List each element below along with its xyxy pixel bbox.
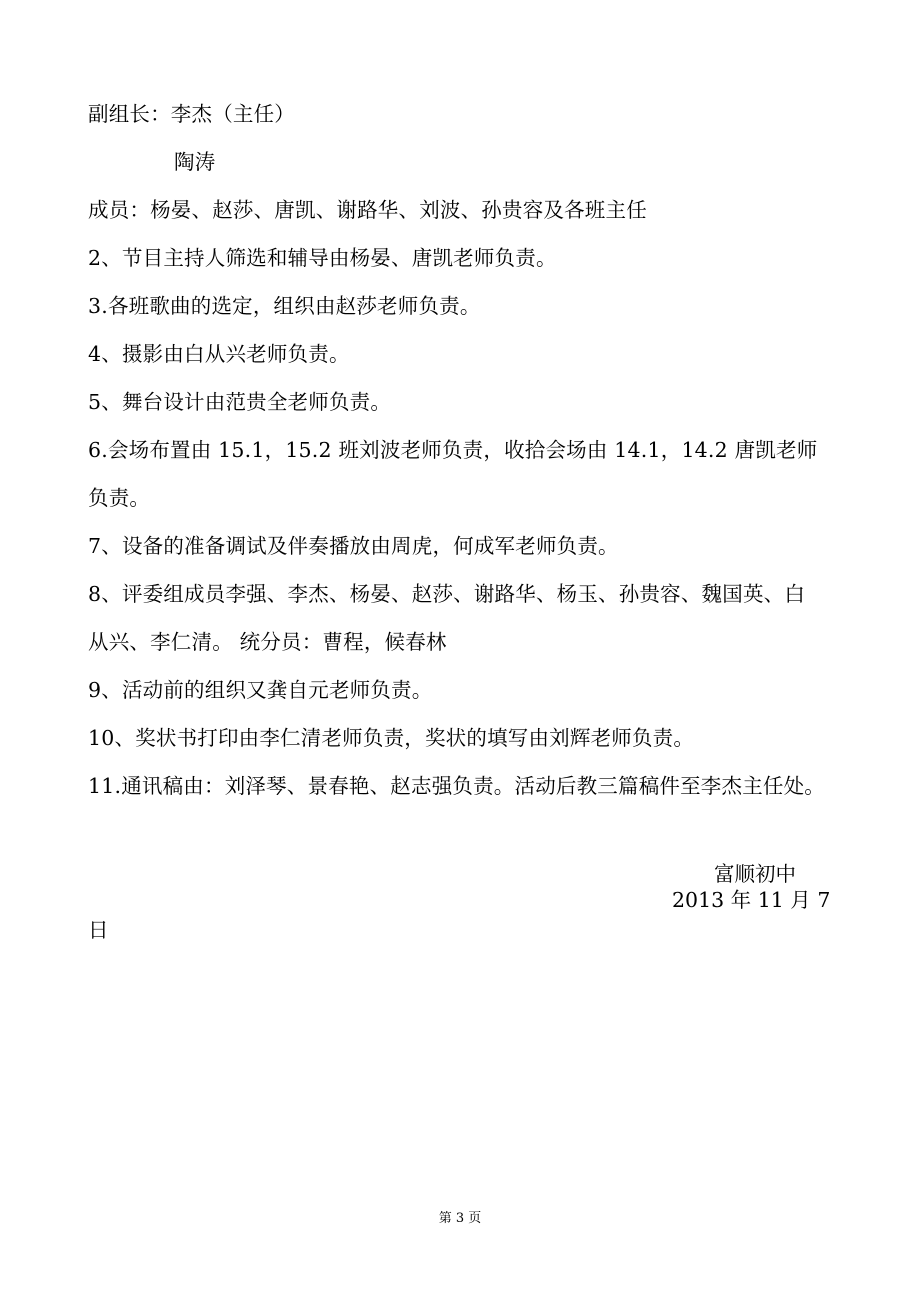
signature-date: 2013 年 11 月 7 xyxy=(672,888,831,912)
item-11: 11.通讯稿由：刘泽琴、景春艳、赵志强负责。活动后教三篇稿件至李杰主任处。 xyxy=(88,774,825,798)
signature-date-day: 日 xyxy=(88,918,109,942)
item-6-continuation: 负责。 xyxy=(88,486,151,510)
item-4: 4、摄影由白从兴老师负责。 xyxy=(88,342,350,366)
item-8-continuation: 从兴、李仁清。 统分员：曹程，候春林 xyxy=(88,630,447,654)
signature-school: 富顺初中 xyxy=(714,862,796,886)
item-5: 5、舞台设计由范贵全老师负责。 xyxy=(88,390,392,414)
item-7: 7、设备的准备调试及伴奏播放由周虎，何成军老师负责。 xyxy=(88,534,619,558)
deputy-leader-continuation: 陶涛 xyxy=(174,150,216,174)
item-3: 3.各班歌曲的选定，组织由赵莎老师负责。 xyxy=(88,294,481,318)
page-number: 第 3 页 xyxy=(438,1211,482,1226)
item-8: 8、评委组成员李强、李杰、杨晏、赵莎、谢路华、杨玉、孙贵容、魏国英、白 xyxy=(88,582,806,606)
deputy-leader-line: 副组长：李杰（主任） xyxy=(88,102,295,126)
item-10: 10、奖状书打印由李仁清老师负责，奖状的填写由刘辉老师负责。 xyxy=(88,726,695,750)
item-6: 6.会场布置由 15.1，15.2 班刘波老师负责，收拾会场由 14.1，14.2 唐凯老师 xyxy=(88,438,818,462)
members-line: 成员：杨晏、赵莎、唐凯、谢路华、刘波、孙贵容及各班主任 xyxy=(88,198,647,222)
item-9: 9、活动前的组织又龚自元老师负责。 xyxy=(88,678,433,702)
item-2: 2、节目主持人筛选和辅导由杨晏、唐凯老师负责。 xyxy=(88,246,557,270)
